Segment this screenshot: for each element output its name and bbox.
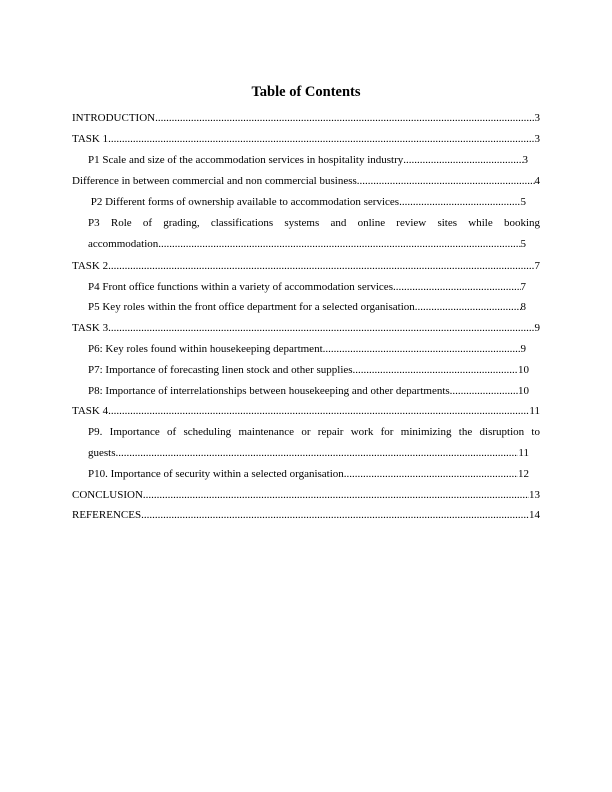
toc-entry-task-1[interactable] <box>72 133 540 146</box>
toc-entry-p6[interactable] <box>88 343 526 356</box>
toc-entry-text: P1 Scale and size of the accommodation services in hospitality industry <box>88 154 404 166</box>
toc-entry-page: 10 <box>518 364 529 376</box>
toc-entry-page: 9 <box>534 322 540 334</box>
toc-entry-text: guests <box>88 447 116 459</box>
toc-entry-page: 7 <box>534 260 540 272</box>
toc-entry-text: TASK 3 <box>72 322 109 334</box>
toc-entry-p10[interactable] <box>88 468 529 481</box>
toc-entry-page: 4 <box>534 175 540 187</box>
toc-entry-text: P8: Importance of interrelationships between housekeeping and other departments <box>88 385 450 397</box>
toc-entry-text: CONCLUSION <box>72 489 143 501</box>
toc-entry-text: P5 Key roles within the front office department for a selected organisation <box>88 301 415 313</box>
toc-entry-page: 14 <box>529 509 540 521</box>
toc-entry-task-4[interactable] <box>72 405 540 418</box>
toc-entry-text: TASK 2 <box>72 260 109 272</box>
toc-entry-page: 12 <box>518 468 529 480</box>
toc-entry-references[interactable] <box>72 509 540 522</box>
toc-entry-text: P10. Importance of security within a selected organisation <box>88 468 344 480</box>
toc-entry-p9[interactable] <box>88 447 529 460</box>
toc-entry-page: 13 <box>529 489 540 501</box>
toc-entry-page: 5 <box>520 238 526 250</box>
toc-entry-p4[interactable] <box>88 281 526 294</box>
toc-entry-text: REFERENCES <box>72 509 142 521</box>
toc-entry-commercial-difference[interactable] <box>72 175 540 188</box>
toc-entry-text: P2 Different forms of ownership available to accommodation services <box>88 196 400 208</box>
toc-entry-page: 5 <box>520 196 526 208</box>
toc-entry-task-3[interactable] <box>72 322 540 335</box>
toc-entry-p3[interactable] <box>88 238 526 251</box>
toc-entry-page: 10 <box>518 385 529 397</box>
toc-entry-text: Difference in between commercial and non commercial business <box>72 175 357 187</box>
toc-entry-page: 3 <box>534 112 540 124</box>
toc-entry-page: 9 <box>520 343 526 355</box>
toc-entry-text: INTRODUCTION <box>72 112 156 124</box>
toc-entry-p9-line1[interactable] <box>88 426 540 439</box>
toc-entry-page: 11 <box>529 405 540 417</box>
toc-entry-page: 3 <box>522 154 528 166</box>
toc-entry-text: P9. Importance of scheduling maintenance or repair work for minimizing the disruption to <box>88 426 540 438</box>
toc-title: Table of Contents <box>251 84 361 100</box>
toc-entry-text: accommodation <box>88 238 159 250</box>
toc-entry-text: TASK 4 <box>72 405 109 417</box>
toc-entry-p2[interactable] <box>88 196 526 209</box>
toc-entry-text: P7: Importance of forecasting linen stock and other supplies <box>88 364 353 376</box>
toc-entry-p5[interactable] <box>88 301 526 314</box>
toc-entry-page: 3 <box>534 133 540 145</box>
toc-entry-p3-line1[interactable] <box>88 217 540 230</box>
toc-entry-text: TASK 1 <box>72 133 109 145</box>
toc-entry-page: 7 <box>520 281 526 293</box>
toc-entry-introduction[interactable] <box>72 112 540 125</box>
toc-entry-task-2[interactable] <box>72 260 540 273</box>
toc-entry-p1[interactable] <box>88 154 528 167</box>
toc-entry-text: P6: Key roles found within housekeeping department <box>88 343 323 355</box>
toc-entry-page: 11 <box>518 447 529 459</box>
toc-entry-p7[interactable] <box>88 364 529 377</box>
toc-entry-page: 8 <box>520 301 526 313</box>
toc-entry-text: P4 Front office functions within a variety of accommodation services <box>88 281 393 293</box>
toc-entry-p8[interactable] <box>88 385 529 398</box>
toc-entry-text: P3 Role of grading, classifications systems and online review sites while booking <box>88 217 540 229</box>
toc-entry-conclusion[interactable] <box>72 489 540 502</box>
